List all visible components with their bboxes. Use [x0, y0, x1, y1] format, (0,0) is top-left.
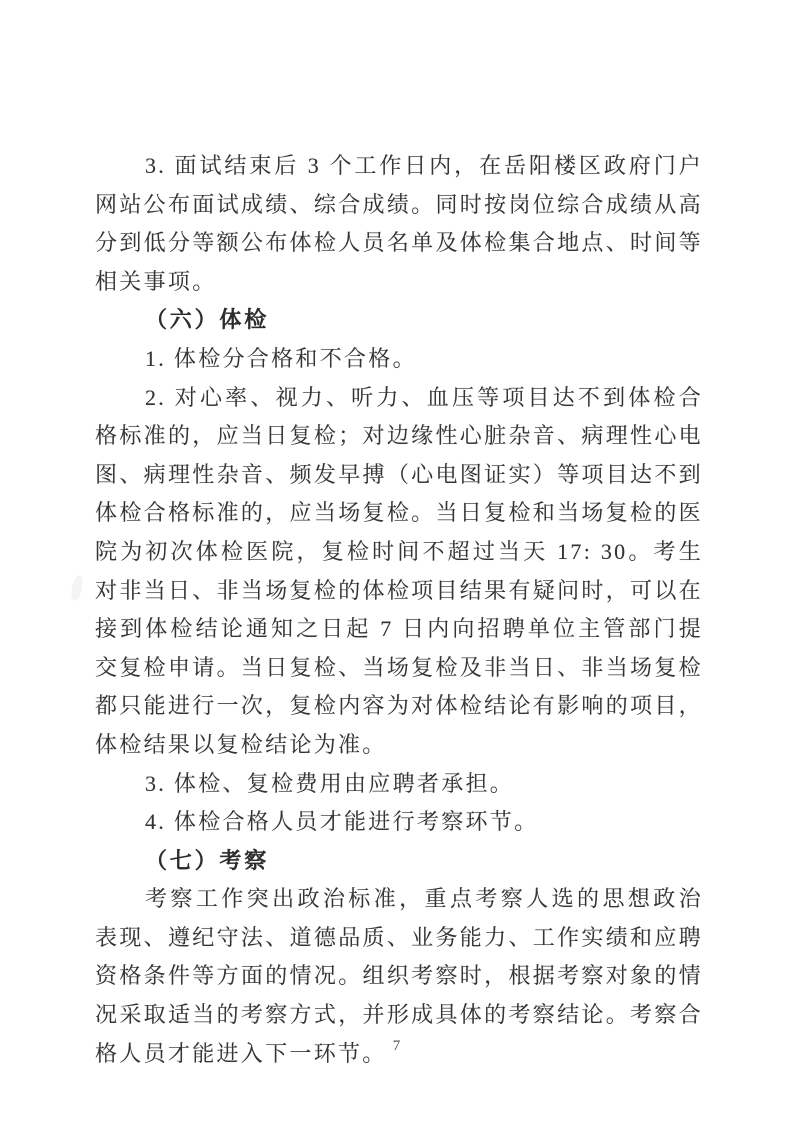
section-heading-inspection: （七）考察 [145, 847, 270, 873]
paragraph-exam-qualified-next-step: 4. 体检合格人员才能进行考察环节。 [145, 809, 539, 835]
document-body [95, 147, 703, 1073]
scan-artifact [69, 574, 84, 602]
paragraph-exam-fees: 3. 体检、复检费用由应聘者承担。 [145, 770, 515, 796]
page-number: 7 [392, 1038, 401, 1054]
paragraph-reexamination-rules: 2. 对心率、视力、听力、血压等项目达不到体检合格标准的，应当日复检；对边缘性心脏杂音、病理性心电图、病理性杂音、频发早搏（心电图证实）等项目达不到体检合格标准的，应当场复检。当日复检和当场复检的医院为初次体检医院，复检时间不超过当天 17: 30。考生对非当日、非当场复检的体检项目结果有疑问时，可以在接到体检结论通知之日起 7 日内向招聘单位主管部门提交复检申请。当日复检、当场复检及非当日、非当场复检都只能进行一次，复检内容为对体检结论有影响的项目，体检结果以复检结论为准。 [95, 384, 703, 757]
paragraph-interview-results: 3. 面试结束后 3 个工作日内，在岳阳楼区政府门户网站公布面试成绩、综合成绩。同时按岗位综合成绩从高分到低分等额公布体检人员名单及体检集合地点、时间等相关事项。 [95, 153, 703, 294]
paragraph-inspection-criteria: 考察工作突出政治标准，重点考察人选的思想政治表现、遵纪守法、道德品质、业务能力、工作实绩和应聘资格条件等方面的情况。组织考察时，根据考察对象的情况采取适当的考察方式，并形成具体的考察结论。考察合格人员才能进入下一环节。 [95, 886, 703, 1066]
paragraph-exam-pass-fail: 1. 体检分合格和不合格。 [145, 345, 417, 371]
section-heading-physical-exam: （六）体检 [145, 307, 270, 333]
